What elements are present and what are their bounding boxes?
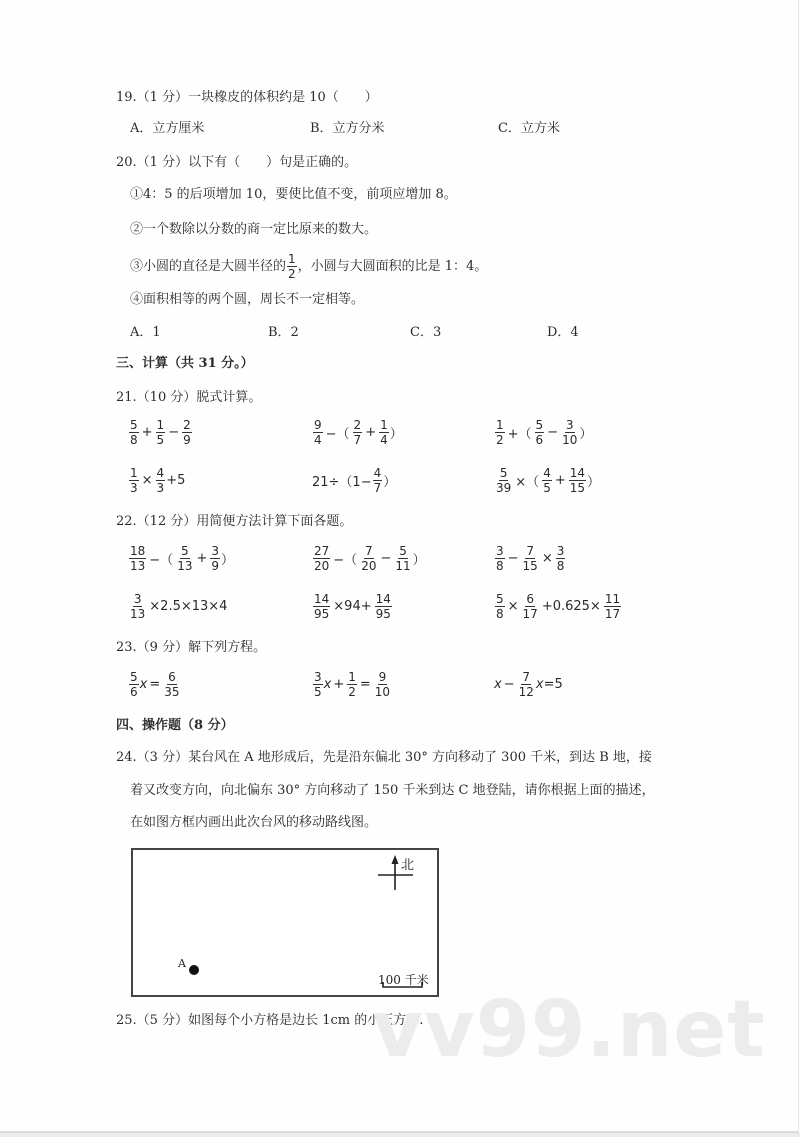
fraction: $\frac{7}{20}$ [361, 544, 377, 573]
q21-expression-2: $\frac{9}{4}$ −（ $\frac{2}{7}$ + $\frac{1}{4}$ ） [314, 418, 403, 447]
q23-equation-3: x − $\frac{7}{12}$ x =5 [494, 670, 563, 699]
typhoon-map-box[interactable] [131, 848, 439, 997]
section-3-title: 三、计算（共 31 分。） [116, 356, 254, 371]
fraction: $\frac{1}{4}$ [380, 418, 388, 447]
q23-stem: 23.（9 分）解下列方程。 [116, 640, 267, 655]
fraction: $\frac{2}{9}$ [183, 418, 191, 447]
q19-option-b: B．立方分米 [310, 121, 385, 136]
q22-expression-4: $\frac{3}{13}$ ×2.5×13×4 [130, 592, 228, 621]
q25-stem: 25.（5 分）如图每个小方格是边长 1cm 的小正方形. [116, 1013, 424, 1028]
q20-statement-3-pre: ③小圆的直径是大圆半径的 [130, 258, 287, 274]
q24-line-1: 24.（3 分）某台风在 A 地形成后，先是沿东偏北 30° 方向移动了 300 千米，到达 B 地，接 [116, 750, 652, 765]
q21-expression-1: $\frac{5}{8}$ + $\frac{1}{5}$ − $\frac{2}{9}$ [130, 418, 191, 447]
fraction: $\frac{3}{9}$ [211, 544, 220, 573]
fraction: $\frac{2}{7}$ [353, 418, 362, 447]
fraction: $\frac{5}{13}$ [177, 544, 193, 573]
q21-expression-6: $\frac{5}{39}$ ×（ $\frac{4}{5}$ + $\frac{14}{15}$ ） [496, 466, 601, 495]
scale-label: 100 千米 [378, 973, 429, 987]
north-label: 北 [401, 858, 415, 873]
fraction: $\frac{1}{2}$ [348, 670, 356, 699]
q24-line-3: 在如图方框内画出此次台风的移动路线图。 [130, 815, 378, 830]
fraction: $\frac{14}{15}$ [569, 466, 586, 495]
fraction: $\frac{4}{5}$ [543, 466, 551, 495]
q20-statement-3 [130, 252, 487, 281]
fraction: $\frac{18}{13}$ [130, 544, 146, 573]
fraction: $\frac{9}{10}$ [374, 670, 391, 699]
q20-statement-1: ①4：5 的后项增加 10，要使比值不变，前项应增加 8。 [130, 187, 457, 202]
q20-statement-3-post: ，小圆与大圆面积的比是 1：4。 [297, 258, 488, 274]
fraction: $\frac{5}{39}$ [496, 466, 512, 495]
q20-statement-4: ④面积相等的两个圆，周长不一定相等。 [130, 292, 365, 307]
fraction: $\frac{1}{5}$ [156, 418, 165, 447]
q23-equation-1: $\frac{5}{6}$ x = $\frac{6}{35}$ [130, 670, 180, 699]
q20-option-c: C．3 [410, 325, 442, 340]
q22-expression-1: $\frac{18}{13}$ −（ $\frac{5}{13}$ + $\frac{3}{9}$ ） [130, 544, 235, 573]
q19-option-c: C．立方米 [498, 121, 560, 136]
fraction: $\frac{3}{13}$ [130, 592, 146, 621]
q22-expression-3: $\frac{3}{8}$ − $\frac{7}{15}$ × $\frac{3}{8}$ [496, 544, 565, 573]
q22-expression-6: $\frac{5}{8}$ × $\frac{6}{17}$ +0.625× $\frac{11}{17}$ [496, 592, 621, 621]
fraction: $\frac{7}{15}$ [522, 544, 538, 573]
q19-stem: 19.（1 分）一块橡皮的体积约是 10（ ） [116, 90, 378, 105]
fraction: $\frac{5}{8}$ [130, 418, 138, 447]
fraction: $\frac{1}{2}$ [288, 252, 296, 281]
fraction: $\frac{14}{95}$ [375, 592, 391, 621]
fraction: $\frac{5}{8}$ [496, 592, 504, 621]
fraction: $\frac{27}{20}$ [314, 544, 330, 573]
fraction: $\frac{5}{6}$ [130, 670, 138, 699]
q20-option-a: A．1 [130, 325, 161, 340]
q21-expression-3: $\frac{1}{2}$ +（ $\frac{5}{6}$ − $\frac{3}{10}$ ） [496, 418, 593, 447]
q20-option-b: B．2 [268, 325, 299, 340]
fraction: $\frac{11}{17}$ [604, 592, 621, 621]
point-a-label: A [178, 957, 186, 970]
q21-expression-5: 21÷（1− $\frac{4}{7}$ ） [312, 466, 397, 495]
fraction: $\frac{14}{95}$ [314, 592, 330, 621]
fraction: $\frac{6}{35}$ [164, 670, 180, 699]
watermark: vv99.net [372, 985, 766, 1075]
q19-option-a: A．立方厘米 [130, 121, 205, 136]
fraction: $\frac{1}{3}$ [130, 466, 138, 495]
q21-expression-4: $\frac{1}{3}$ × $\frac{4}{3}$ +5 [130, 466, 186, 495]
fraction: $\frac{3}{10}$ [562, 418, 578, 447]
q20-stem: 20.（1 分）以下有（ ）句是正确的。 [116, 155, 358, 170]
fraction: $\frac{5}{6}$ [535, 418, 544, 447]
fraction: $\frac{3}{8}$ [496, 544, 504, 573]
q24-line-2: 着又改变方向，向北偏东 30° 方向移动了 150 千米到达 C 地登陆，请你根据上面的描述， [130, 783, 655, 798]
fraction: $\frac{1}{2}$ [496, 418, 504, 447]
fraction: $\frac{7}{12}$ [518, 670, 534, 699]
q22-expression-2: $\frac{27}{20}$ −（ $\frac{7}{20}$ − $\frac{5}{11}$ ） [314, 544, 426, 573]
q22-stem: 22.（12 分）用简便方法计算下面各题。 [116, 514, 353, 529]
q20-option-d: D．4 [547, 325, 579, 340]
fraction: $\frac{4}{3}$ [156, 466, 165, 495]
fraction: $\frac{6}{17}$ [522, 592, 538, 621]
fraction: $\frac{3}{8}$ [556, 544, 565, 573]
page-bottom-edge [0, 1133, 800, 1137]
fraction: $\frac{4}{7}$ [373, 466, 382, 495]
q20-statement-2: ②一个数除以分数的商一定比原来的数大。 [130, 222, 378, 237]
fraction: $\frac{9}{4}$ [314, 418, 322, 447]
fraction: $\frac{5}{11}$ [395, 544, 411, 573]
section-4-title: 四、操作题（8 分） [116, 718, 234, 733]
q21-stem: 21.（10 分）脱式计算。 [116, 390, 262, 405]
q23-equation-2: $\frac{3}{5}$ x + $\frac{1}{2}$ = $\frac{9}{10}$ [314, 670, 391, 699]
q22-expression-5: $\frac{14}{95}$ ×94+ $\frac{14}{95}$ [314, 592, 391, 621]
fraction: $\frac{3}{5}$ [314, 670, 322, 699]
